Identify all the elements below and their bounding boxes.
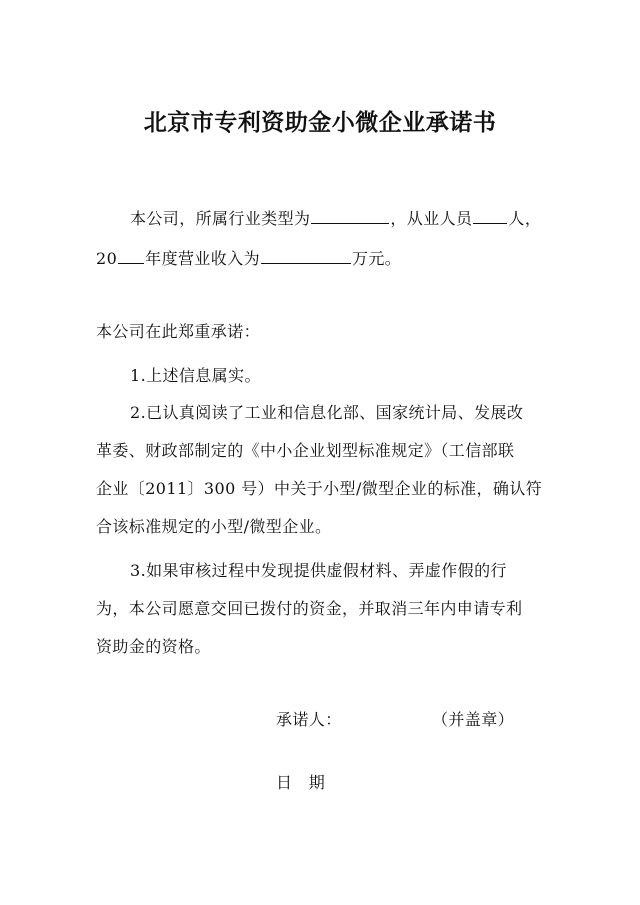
document-title: 北京市专利资助金小微企业承诺书 [143,109,497,136]
pledge-item-3-line-1: 3.如果审核过程中发现提供虚假材料、弄虚作假的行 [130,561,507,580]
pledge-item-2-line-1: 2.已认真阅读了工业和信息化部、国家统计局、发展改 [130,403,524,422]
pledge-heading: 本公司在此郑重承诺： [96,322,261,341]
pledge-item-3-line-3: 资助金的资格。 [96,637,211,656]
industry-type-blank [311,208,389,224]
pledge-item-2-line-3: 企业〔2011〕300 号）中关于小型/微型企业的标准，确认符 [96,479,543,498]
signatory-label: 承诺人： [276,710,342,729]
pledge-item-3-line-2: 为，本公司愿意交回已拨付的资金，并取消三年内申请专利 [96,599,523,618]
intro-text-persons: 人， [508,209,542,228]
date-label: 日 期 [276,773,326,792]
employee-count-blank [473,208,507,224]
intro-text-unit: 万元。 [351,249,402,268]
intro-text-company: 本公司，所属行业类型为 [130,209,311,228]
year-blank [118,248,144,264]
intro-text-employees: ，从业人员 [390,209,473,228]
intro-line-1 [130,208,541,229]
intro-text-year-prefix: 20 [96,249,118,268]
seal-note: （并盖章） [432,710,515,729]
pledge-item-1-line-1: 1.上述信息属实。 [130,366,261,385]
pledge-item-2-line-4: 合该标准规定的小型/微型企业。 [96,517,332,536]
intro-text-revenue: 年度营业收入为 [145,249,260,268]
intro-line-2 [96,248,401,269]
revenue-blank [261,248,351,264]
pledge-item-2-line-2: 革委、财政部制定的《中小企业划型标准规定》（工信部联 [96,441,515,460]
